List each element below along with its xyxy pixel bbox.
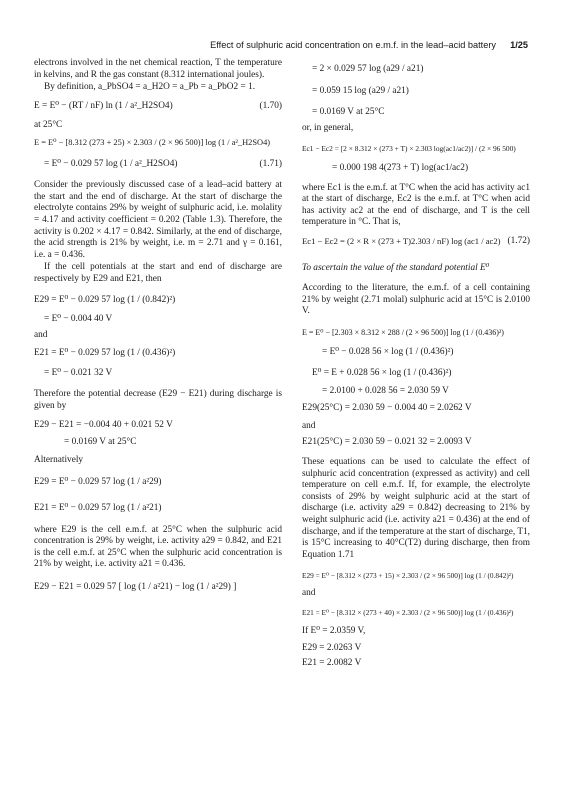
paragraph: According to the literature, the e.m.f. of a cell containing 21% by weight (2.71 molal) sulphuric acid at 15°C is 2.0100 V. — [302, 283, 530, 317]
equation: E29 = 2.0263 V — [302, 642, 362, 653]
paragraph: and — [34, 329, 48, 340]
paragraph: If the cell potentials at the start and end of discharge are respectively by E29 and E21, then — [34, 262, 282, 284]
paragraph: Therefore the potential decrease (E29 − E21) during discharge is given by — [34, 389, 282, 412]
equation: E⁰ = E + 0.028 56 × log (1 / (0.436)²) — [312, 368, 452, 379]
equation: E21 = E⁰ − [8.312 × (273 + 40) × 2.303 / (2 × 96 500)] log (1 / (0.436)²) — [302, 607, 514, 617]
equation: E21 = E⁰ − 0.029 57 log (1 / (0.436)²) — [34, 348, 176, 359]
section-heading: To ascertain the value of the standard potential E⁰ — [302, 262, 490, 273]
equation: E21 = 2.0082 V — [302, 658, 362, 669]
equation: = 0.0169 V at 25°C — [312, 107, 385, 118]
paragraph: or, in general, — [302, 122, 354, 133]
page-number: 1/25 — [510, 40, 528, 50]
equation: E29 − E21 = 0.029 57 [ log (1 / a²21) − log (1 / a²29) ] — [34, 582, 237, 592]
equation: E21(25°C) = 2.030 59 − 0.021 32 = 2.0093 V — [302, 437, 472, 448]
paragraph: If E⁰ = 2.0359 V, — [302, 626, 366, 637]
running-header — [0, 40, 562, 54]
equation-number: (1.71) — [259, 158, 282, 169]
equation: = E⁰ − 0.021 32 V — [44, 367, 113, 378]
paragraph: By definition, a_PbSO4 = a_H2O = a_Pb = a_PbO2 = 1. — [44, 82, 256, 93]
paragraph: and — [302, 588, 316, 598]
equation: E = E⁰ − [8.312 (273 + 25) × 2.303 / (2 × 96 500)] log (1 / a²_H2SO4) — [34, 137, 271, 147]
equation: E21 = E⁰ − 0.029 57 log (1 / a²21) — [34, 503, 162, 514]
paragraph: Alternatively — [34, 454, 84, 465]
equation: Ec1 − Ec2 = [2 × 8.312 × (273 + T) × 2.303 log(ac1/ac2)] / (2 × 96 500) — [302, 144, 516, 154]
equation-number: (1.72) — [507, 235, 530, 246]
equation-1-70 — [34, 101, 282, 113]
paragraph: at 25°C — [34, 120, 63, 131]
equation-body: E = E⁰ − (RT / nF) ln (1 / a²_H2SO4) — [34, 100, 173, 111]
paragraph: electrons involved in the net chemical reaction, T the temperature in kelvins, and R the gas constant (8.312 international joules). — [34, 58, 282, 80]
equation: E29 = E⁰ − [8.312 × (273 + 15) × 2.303 / (2 × 96 500)] log (1 / (0.842)²) — [302, 571, 514, 581]
equation: = 2.0100 + 0.028 56 = 2.030 59 V — [322, 385, 449, 396]
left-column — [34, 58, 282, 594]
equation-1-71 — [34, 159, 282, 171]
equation: = E⁰ − 0.028 56 × log (1 / (0.436)²) — [322, 346, 454, 357]
equation-body: Ec1 − Ec2 = (2 × R × (273 + T)2.303 / nF) log (ac1 / ac2) — [302, 235, 501, 246]
equation: = 0.000 198 4(273 + T) log(ac1/ac2) — [332, 162, 469, 173]
paragraph: These equations can be used to calculate the effect of sulphuric acid concentration (expressed as activity) and cell temperature on cell e.m.f. If, for example, the electrolyte consists of 29% by weight sulphuric acid at the start of discharge (i.e. activity a29 = 0.842) decreasing to 21% by weight sulphuric acid (i.e. activity a21 = 0.436) at the end of discharge, and if the temperature at the start of discharge, T1, is 15°C increasing to 40°C(T2) during discharge, then from Equation 1.71 — [302, 457, 530, 560]
equation: E29(25°C) = 2.030 59 − 0.004 40 = 2.0262 V — [302, 403, 472, 414]
paragraph: where Ec1 is the e.m.f. at T°C when the acid has activity ac1 at the start of discharge, Ec2 is the e.m.f. at T°C when acid has activity ac2 at the end of discharge, and T is the cell temperature in °C. That is, — [302, 182, 530, 228]
equation: E29 = E⁰ − 0.029 57 log (1 / a²29) — [34, 477, 162, 488]
equation: = 0.059 15 log (a29 / a21) — [312, 85, 409, 96]
equation: = E⁰ − 0.004 40 V — [44, 314, 113, 325]
equation: E = E⁰ − [2.303 × 8.312 × 288 / (2 × 96 500)] log (1 / (0.436)²) — [302, 327, 504, 337]
paragraph: and — [302, 420, 316, 431]
equation: = 0.0169 V at 25°C — [64, 437, 137, 448]
equation: = 2 × 0.029 57 log (a29 / a21) — [312, 64, 424, 74]
paragraph: where E29 is the cell e.m.f. at 25°C when the sulphuric acid concentration is 29% by weight, i.e. activity a29 = 0.842, and E21 is the cell e.m.f. at 25°C when the sulphuric acid concentration is 21% by weight, i.e. activity a21 = 0.436. — [34, 524, 282, 570]
equation: E29 = E⁰ − 0.029 57 log (1 / (0.842)²) — [34, 294, 176, 305]
paragraph: Consider the previously discussed case of a lead–acid battery at the start and the end of discharge. At the start of discharge the electrolyte contains 29% by weight of sulphuric acid, i.e. molality = 4.17 and activity coefficient = 0.202 (Table 1.3). Therefore, the activity is 0.202 × 4.17 = 0.842. Similarly, at the end of discharge, the acid strength is 21% by weight, i.e. m = 2.71 and γ = 0.161, i.e. a = 0.436. — [34, 180, 282, 260]
equation-body: = E⁰ − 0.029 57 log (1 / a²_H2SO4) — [44, 158, 178, 169]
equation: E29 − E21 = −0.004 40 + 0.021 52 V — [34, 419, 173, 430]
equation-1-72 — [302, 236, 530, 249]
equation-number: (1.70) — [259, 100, 282, 111]
right-column — [302, 58, 530, 670]
running-title: Effect of sulphuric acid concentration on e.m.f. in the lead–acid battery — [210, 40, 496, 50]
